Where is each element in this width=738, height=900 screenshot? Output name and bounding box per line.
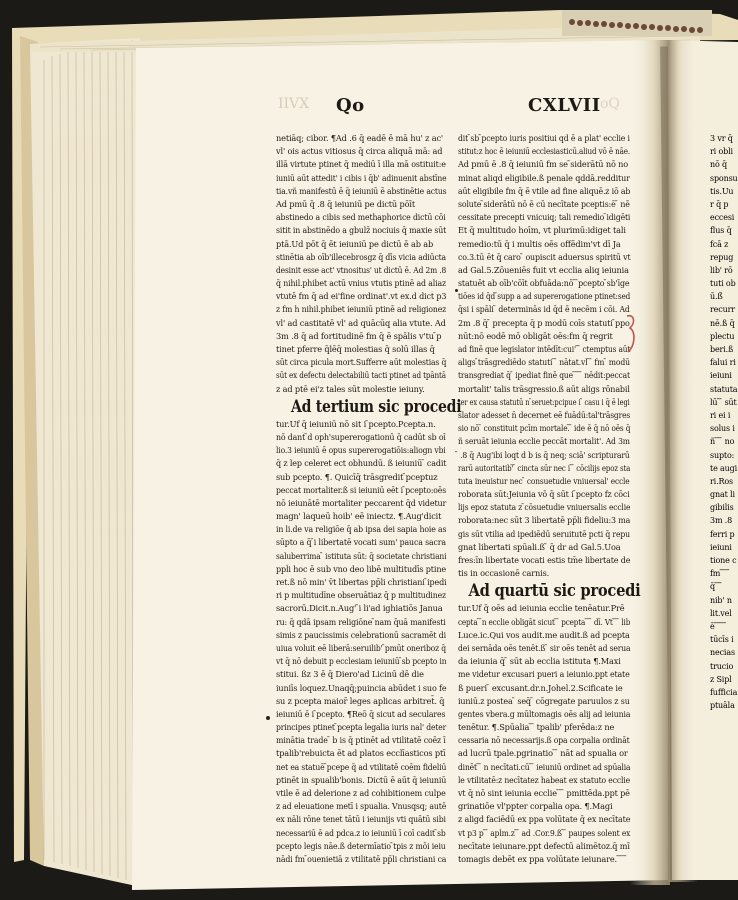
- facing-text-line: gnat li: [710, 490, 735, 500]
- text-line: desinit esse act' vtnositus' ut dictū ē. Ad 2m .8: [276, 264, 447, 275]
- facing-text-line: lib' rō: [710, 265, 733, 275]
- text-line: ad finē que legislator intēdīt:cui' ̄ ̄ ctemptus aūt: [458, 344, 631, 354]
- text-line: vt q̄ nō debuit p ecclesiam ieiuniū ̄sb pcepto in: [276, 656, 447, 667]
- text-line: sacrorū.Dicit.n.Aug' ̄i li'ad ighiatiōs Janua: [276, 603, 443, 614]
- text-line: sūt circa picula mort.Sufferre aūt molestias q̄: [276, 357, 447, 368]
- facing-text-line: necias: [710, 648, 735, 658]
- text-line: ieiuniū ē i ̄pcepto. ¶Reō q̄ sicut ad seculares: [276, 708, 446, 719]
- text-line: Ad pmū q̄ .8 q̄ ieiuniū pe dictū pōīt: [276, 198, 415, 209]
- running-head: Qo: [336, 95, 365, 116]
- facing-text-line: beri.ß: [710, 345, 734, 354]
- text-line: ptā.Ud pōt q̄ ēt ieiuniū pe dictū ē ab ab: [276, 238, 434, 249]
- facing-text-line: nē.ß q̄: [710, 318, 735, 328]
- text-line: nādi fm ̄ouenietiā z vtilitatē pp̄li christiani ca: [276, 853, 447, 864]
- text-line: nō dant̄ ̄d oph'supererogationū q̄ cadūt sb oī: [276, 431, 446, 442]
- text-line: tuta ineuistur nec ̄ consuetudie vniuersal' eccle: [458, 475, 630, 486]
- text-line: minat aliqd eligibile.ß penale qddā.redditur: [458, 172, 630, 183]
- text-line: me videtur excusari pueri a ieiunio.ppt etate: [458, 669, 630, 680]
- text-line: Luce.ic.Qui vos audit.me audit.ß ad pcepta: [458, 629, 630, 640]
- text-line: cepta ̄ ̄n ecclie obligāt sicut ̄ ̄ pcepta ̄ ̄ ̄ dī. Vt ̄ ̄ ̄ lib: [458, 616, 631, 627]
- facing-text-line: tione c: [710, 556, 737, 565]
- text-line: saluberrima ̄ istituta sūt: q̄ societate christiani: [276, 550, 447, 561]
- text-line: abstinedo a cibis sed methaphorice dictū cōi: [276, 212, 446, 223]
- facing-text-line: ptuāla: [710, 701, 735, 711]
- ink-dot: [266, 716, 270, 720]
- facing-text-line: gibilis: [710, 503, 734, 513]
- ink-dot: [455, 289, 458, 292]
- facing-text-line: ē ̄ ̄ ̄ ̄ ̄: [710, 621, 727, 631]
- text-line: tiōes id q̄d ̄supp a ad supererogatione ptinet:sed: [458, 291, 631, 302]
- facing-text-line: tis.Uu: [710, 186, 734, 196]
- text-line: stitui. ßz 3 ē q̄ Diero'ad Licinū dē die: [276, 669, 424, 680]
- facing-text-line: 3m .8: [710, 516, 733, 526]
- text-line: slator adesset n̄ decernet eē fuādū:tal'trāsgres: [458, 409, 631, 420]
- text-line: q̄ nihil.phibet actū vnius vtutis ptinē ad aliaz: [276, 278, 446, 289]
- text-line: roborata:nec sūt 3 libertatē pp̄li fideliu:3 ma: [458, 515, 631, 526]
- facing-text-line: eccesi: [710, 213, 735, 223]
- text-line: Et q̄ multitudo hoīm, vt plurimū:idiget tali: [458, 225, 626, 236]
- rubricated-mark: [624, 312, 638, 362]
- right-text-column: [458, 132, 641, 866]
- text-line: tenētur. ¶.Spūalia ̄ ̄ tpalib' pferēda:z ne: [458, 722, 615, 733]
- text-line: ppl̄i hoc ē sub vno deo libē multitudīs ptine: [276, 563, 446, 574]
- text-line: ru: q̄ qdā ipsam religiōne ̄nam q̄uā manifesti: [276, 616, 446, 627]
- facing-text-line: statuta: [710, 384, 738, 394]
- facing-text-line: supto:: [710, 450, 735, 460]
- text-line: iuniīs loquez.Unaqq̄;puincia abūdet i suo fe: [276, 682, 447, 693]
- text-line: mortalit' talis trāsgressio.ß aūt aligs rōnabil: [458, 383, 630, 394]
- folio-number: CXLVII: [528, 95, 601, 116]
- text-line: ñ seruāt ieiunia ecclie peccāt mortalit'. Ad 3m: [458, 436, 630, 447]
- text-line: peccat mortaliter.ß si ieiuniū eēt i ̄pcepto:oēs: [276, 484, 447, 495]
- text-line: solute ̄siderātū nō ē cū necītate pceptis:ē ̄ nē: [458, 198, 630, 209]
- text-line: q̄ z lep celeret ect obhundū. ß ieiuniū ̄ cadit: [276, 458, 447, 469]
- text-line: grinatiōe vl'ppter corpalia opa. ¶.Magi: [458, 801, 613, 812]
- text-line: net ea statuē ̄pcepe q̄ ad vtilitatē coēm fideliū: [276, 761, 447, 772]
- text-line: tomagis debēt ex ppa volūtate ieiunare. ̄ ̄ ̄ ̄: [458, 853, 627, 864]
- text-line: tis in occasionē carnis.: [458, 568, 550, 579]
- text-line: lijs epoz statuta z ̄cōsuetudie vniuersalis ecclie: [458, 502, 631, 513]
- text-line: ptinēt in spualib'bonis. Dictū ē aūt q̄ ieiuniū: [276, 774, 447, 785]
- text-line: rarū autoritatib'̄ ̄ cincta sūr nec i ̄ ̄ cōcilijs epoz sta: [458, 462, 631, 473]
- text-line: stitut̄:z hoc ē ieiuniū ecclesiasticū.aliud vō ē nāe.: [458, 146, 631, 157]
- text-line: nūt:nō eodē mō obligāt oēs:fm q̄ regrit: [458, 330, 613, 341]
- facing-text-line: sponsu: [710, 173, 738, 183]
- text-line: stinētia ab oīb'illecebrosgz q̄ dī̄s vicia adiūcta: [276, 251, 446, 262]
- text-line: vt q̄ nō sint ieiunia ecclie ̄ ̄ ̄ pmittēda.ppt pē: [458, 788, 630, 798]
- facing-text-line: fm ̄ ̄ ̄ ̄: [710, 569, 730, 579]
- text-line: tia.vñ manifestū ē q̄ ieiuniū ē abstinētie actus: [276, 185, 447, 196]
- text-line: vtutē fm q̄ ad ei'fine ordinat'.vt ex.d dict̄ p3: [276, 291, 447, 302]
- text-line: netiāq; cibor. ¶Ad .6 q̄ eadē ē mā hu' z ac': [276, 133, 444, 143]
- text-line: su z pcepta maior̄ leges aplicas arbitret̄. q̄: [276, 695, 445, 706]
- facing-text-line: recurr: [710, 305, 735, 315]
- text-line: ad Gal.5.Zōueniēs fuit vt ecclia aliq ieiunia: [458, 264, 629, 275]
- text-line: sub pcepto. ¶. Quicīq̄ trāsgredit ̄pceptuz: [276, 471, 438, 482]
- text-line: necītate ieiunare.ppt defectū alimētoz.q̄ mī: [458, 840, 630, 851]
- text-line: gentes vbera.g mūltomagis oēs alij ad ieiunia: [458, 708, 631, 719]
- facing-text-line: repug: [710, 252, 734, 262]
- text-line: aligs ̄trāsgrediēdo statuti ̄ ̄ nātat.vl ̄ ̄ fm ̄ modū: [458, 357, 630, 368]
- text-line: Ad pmū ē .8 q̄ ieiuniū fm se ̄siderātū nō no: [458, 159, 629, 170]
- facing-text-line: te augi: [710, 463, 738, 473]
- text-line: z ad eleuatione metī i spualia. Vnusqsq; autē: [276, 801, 447, 812]
- text-line: nō ieiunātē mortaliter peccarent q̄d videtur: [276, 497, 447, 508]
- text-line: da ieiunia q̄ ̄ sūt ab ecclia istituta ¶.Maxi: [458, 656, 621, 667]
- facing-text-line: r q̄ p: [710, 199, 729, 209]
- facing-text-line: tuti ob: [710, 279, 736, 289]
- text-line: transgrediat q̄ ̄ ipediat finē que ̄ ̄ ̄ ̄ nēdit:peccat: [458, 370, 630, 381]
- facing-text-line: solus i: [710, 424, 735, 434]
- facing-text-line: flus q̄: [710, 226, 732, 236]
- text-line: ri p multitudīne obseruātiaz q̄ p multitudinez: [276, 590, 446, 601]
- text-line: principes ptinet ̄pcepta legalia iuris nal' deter: [276, 722, 447, 733]
- text-line: ad lucrū tpale.pgrinatio ̄ ̄ nāt ad spualia or: [458, 748, 628, 759]
- text-line: dinēt ̄ ̄ n necītati.cū ̄ ̄ ieiuniū ordinet ad spūalia: [458, 761, 631, 772]
- text-line: tur.Uf q̄ oēs ad ieiunia ecclie tenēatur.Prē: [458, 603, 625, 614]
- text-line: tpalib'rebuicta ēt ad platos ecclīasticos ptī: [276, 748, 446, 759]
- facing-text-line: trucio: [710, 661, 734, 671]
- text-line: q̄si i spāli ̄ determinās id q̄d ē necēm i cōi. Ad: [458, 304, 630, 315]
- facing-text-line: tūcīs i: [710, 635, 734, 645]
- text-line: ̄ .8 q̄ Aug'ibi loqt̄ d b is q̄ neq; sciā' scripturarū: [458, 449, 630, 460]
- facing-text-line: nib' n: [710, 595, 732, 605]
- text-line: pcepto legis nāe.ß determīatio ̄tpis z mōi ieiu: [276, 840, 446, 851]
- text-line: sūpto a q̄ ̄i libertatē vocati sum' pauca sacra: [276, 537, 446, 548]
- text-line: uiua voluit eē liberā:seruilib' ̄pmūt oneriboz q̄: [276, 642, 447, 653]
- facing-text-line: plectu: [710, 331, 735, 341]
- text-line: z ad ptē ei'z tales sūt molestie ieiuny.: [276, 383, 425, 394]
- text-line: co.3.tū ēt q̄ caro ̄ oupiscit aduersus spiritū vt: [458, 251, 631, 262]
- text-line: tur.Uf q̄ ieiuniū nō sit i ̄pcepto.Pcepta.n.: [276, 418, 436, 429]
- text-line: statuēt ab oīb'cōīt obfuāda:nō ̄ ̄pcepto ̄sb'īge: [458, 278, 630, 289]
- text-line: vt p3 p ̄ ̄ apl̄m.z ̄ ̄ ad .Cor.9.ß ̄ ̄ paupes solent ex: [458, 827, 631, 838]
- facing-text-line: ri obli: [710, 147, 733, 157]
- text-line: fres:īn libertate vocati estis tm̄e libertate de: [458, 555, 631, 565]
- facing-text-line: ñ ̄ ̄ ̄ no: [710, 437, 735, 447]
- section-heading: Ad tertium sic procedi: [291, 396, 462, 416]
- facing-text-line: ferri p: [710, 529, 735, 539]
- facing-text-line: 3 vr q̄: [710, 134, 733, 143]
- facing-text-line: ieiuni: [710, 542, 732, 552]
- text-line: ter ex causa statutū n ̄seruet:pcipue i ̄ casu i q̄ ē legi: [458, 396, 630, 407]
- text-line: iuniū.z postea ̄ seq̄ ̄ cōgregate paruulos z su: [458, 695, 630, 706]
- facing-text-line: ieiuni: [710, 371, 732, 381]
- text-line: cessaria nō necessarijs.ß opa corpalia ordināt: [458, 735, 630, 746]
- facing-text-line: lū ̄ ̄ sūt: [710, 397, 737, 407]
- facing-text-line: z Sipl: [710, 674, 732, 684]
- text-line: le vtilitatē:z necītatez habeat ex statuto ecclie: [458, 774, 631, 785]
- svg-text:IIVX: IIVX: [278, 96, 310, 112]
- text-line: simis z paucissimis celebrationū sacramēt di: [276, 629, 446, 640]
- facing-text-line: ri ei i: [710, 410, 731, 420]
- text-line: sio nō ̄ constituit pcīm mortale.̄ ̄ ide ē q̄ nō oēs q̄: [458, 423, 631, 434]
- text-line: aūt eligibile fm q̄ ē vtile ad fine aliquē.z iō ab: [458, 185, 631, 196]
- facing-text-line: falui ri: [710, 358, 736, 368]
- text-line: 2m .8 q̄ ̄ precepta q̄ p modū coīs statuti ̄ppo: [458, 317, 630, 328]
- text-line: illā virtute ptinet q̄ mediū ī illa mā ostituit:e: [276, 159, 446, 170]
- text-line: vtile ē ad delerione z ad cohibitionem culpe: [276, 788, 446, 798]
- text-line: z fm h nihil.phibet ieiuniū ptinē ad religionez: [276, 304, 447, 315]
- facing-text-line: fcā z: [710, 239, 729, 249]
- facing-text-line: lit.vel: [710, 608, 732, 618]
- text-line: in li.de va religiōe q̄ ab ipsa dei sapia hoie as: [276, 524, 447, 535]
- text-line: magn' laqueū hoib' eē iniectz. ¶.Aug'dicit: [276, 511, 442, 522]
- text-line: tinet pferre q̄lēq̄ molestias q̄ solū illas q̄: [276, 344, 435, 354]
- svg-text:oQ: oQ: [600, 96, 620, 112]
- left-text-column: [276, 132, 462, 866]
- facing-text-line: ū.ß̄: [710, 292, 723, 302]
- text-line: roborata sūt:Jeiunia vō q̄ sūt i ̄pcepto fz cōci: [458, 489, 630, 500]
- text-line: gis sūt vtilia ad ipediēdū seruitutē pcti q̄ repu: [458, 528, 630, 539]
- facing-text-line: ri.Ros: [710, 476, 733, 486]
- text-line: cessitate precepti vnicuiq; tali remedio ̄idigēti: [458, 212, 631, 223]
- text-line: iuniū aūt attedit' i cibis i q̄b' adinuenit abstīne: [276, 172, 447, 183]
- text-line: ß pueri ̄ excusant.dr.n.Johel.2.Scificate ie: [458, 682, 623, 693]
- text-line: 3m .8 q̄ ad fortitudinē fm q̄ ē spālis v'tu ̄p: [276, 330, 442, 341]
- text-line: vl' ois actus vitiosus q̄ circa aliquā mā: ad: [276, 146, 443, 157]
- facing-page-text: [710, 132, 738, 712]
- text-line: minātia trade ̄ b is q̄ ptinēt ad vtilitatē coēz ī: [276, 735, 446, 746]
- facing-text-line: q̄ ̄ ̄ ̄: [710, 582, 723, 592]
- facing-text-line: nō q̄: [710, 160, 728, 170]
- text-line: sūt ex defectu delectabiliū tacti ptinet ad tpāntā: [276, 370, 446, 381]
- text-line: z aligd faciēdū ex ppa volūtate q̄ ex necītate: [458, 814, 631, 825]
- text-line: necessariū ē ad pdca.z io ieiuniū ī coī cadit ̄sb: [276, 827, 446, 838]
- text-line: dit ̄sb ̄pcepto iuris positiui qd ē a plat' ecclie i: [458, 133, 630, 143]
- facing-text-line: fufficia: [710, 687, 738, 697]
- text-line: lio.3 ieiuniū ē opus supererogatiōis:aliogn vbi: [276, 445, 446, 456]
- text-line: remedio:tū q̄ i multis oēs offēdim'vt dī Ja: [458, 238, 621, 249]
- text-line: sitit in abstinēdo a gbulz̄ nociuis q̄ maxie sūt: [276, 225, 447, 236]
- text-line: gnat libertati spūali.ß ̄ q̄ dr ad Gal.5.Uoa: [458, 541, 621, 552]
- section-heading: Ad quartū sic procedi: [468, 581, 641, 601]
- text-line: dei sernāda oēs tenēt̄.ß ̄ sir oēs tenēt ad serua: [458, 642, 631, 653]
- text-line: vl' ad castitatē vl' ad quācūq alia vtute. Ad: [276, 317, 446, 328]
- text-line: ex nāli rōne tenet̄ tātū i ieiunijs vti quātū sibi: [276, 814, 446, 825]
- text-line: ret.ß nō min' v̄t libertas pp̄li christiani ̄ipedi: [276, 577, 447, 587]
